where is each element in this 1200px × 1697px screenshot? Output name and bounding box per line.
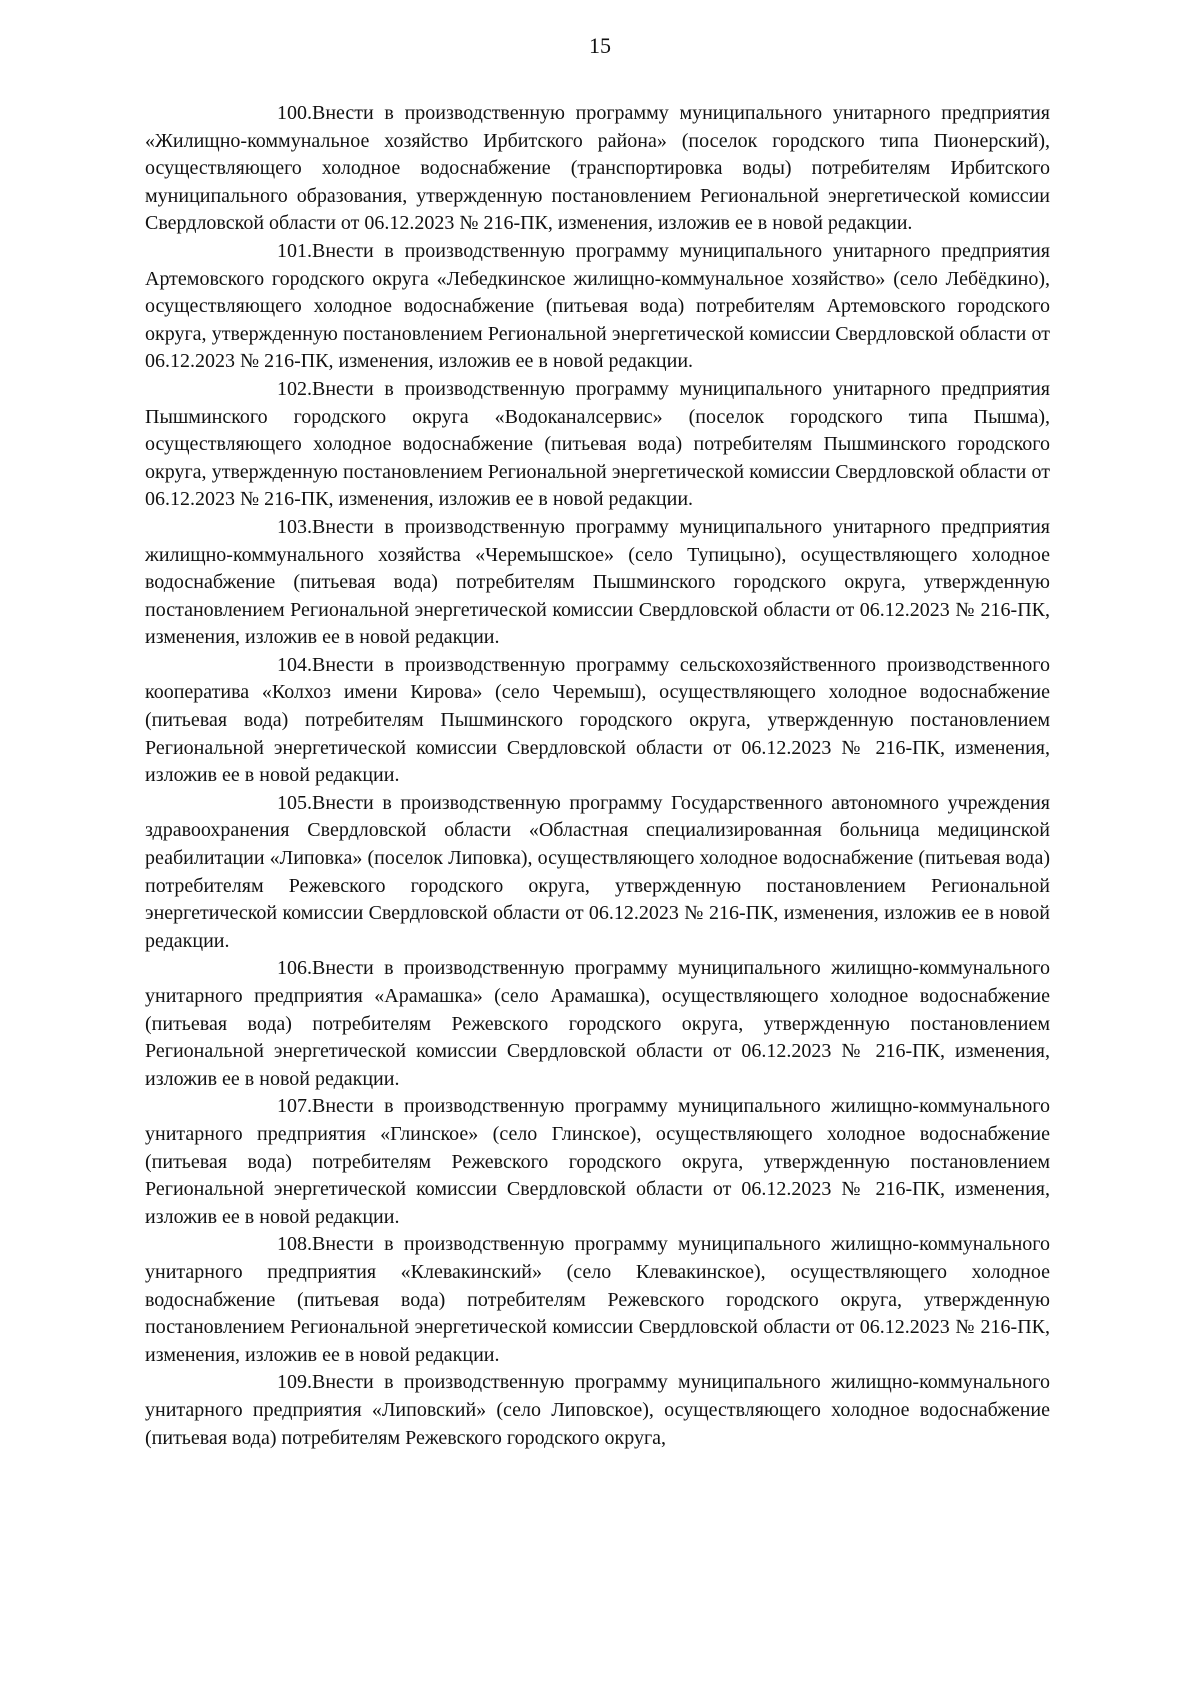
paragraph-text: Внести в производственную программу сельскохозяйственного производственного кооператива «Колхоз имени Кирова» (село Черемыш), осуществляющего холодное водоснабжение (питьевая вода) потребителям Пышминского городского округа, утвержденную постановлением Региональной энергетической комиссии Свердловской области от 06.12.2023 № 216-ПК, изменения, изложив ее в новой редакции. [145, 653, 1050, 787]
paragraph-text: Внести в производственную программу муниципального жилищно-коммунального унитарного предприятия «Арамашка» (село Арамашка), осуществляющего холодное водоснабжение (питьевая вода) потребителям Режевского городского округа, утвержденную постановлением Региональной энергетической комиссии Свердловской области от 06.12.2023 № 216-ПК, изменения, изложив ее в новой редакции. [145, 957, 1050, 1090]
paragraph-text: Внести в производственную программу муниципального жилищно-коммунального унитарного предприятия «Клевакинский» (село Клевакинское), осуществляющего холодное водоснабжение (питьевая вода) потребителям Режевского городского округа, утвержденную постановлением Региональной энергетической комиссии Свердловской области от 06.12.2023 № 216-ПК, изменения, изложив ее в новой редакции. [145, 1233, 1050, 1366]
paragraph-text: Внести в производственную программу Государственного автономного учреждения здравоохранения Свердловской области «Областная специализированная больница медицинской реабилитации «Липовка» (поселок Липовка), осуществляющего холодное водоснабжение (питьевая вода) потребителям Режевского городского округа, утвержденную постановлением Региональной энергетической комиссии Свердловской области от 06.12.2023 № 216-ПК, изменения, изложив ее в новой редакции. [145, 791, 1050, 952]
paragraph-number: 100. [277, 102, 312, 124]
paragraph-109 [145, 1369, 1050, 1452]
document-body [145, 100, 1050, 1452]
paragraph-number: 103. [277, 515, 312, 538]
paragraph-text: Внести в производственную программу муниципального унитарного предприятия жилищно-коммунального хозяйства «Черемышское» (село Тупицыно), осуществляющего холодное водоснабжение (питьевая вода) потребителям Пышминского городского округа, утвержденную постановлением Региональной энергетической комиссии Свердловской области от 06.12.2023 № 216-ПК, изменения, изложив ее в новой редакции. [145, 515, 1050, 649]
paragraph-100 [145, 100, 1050, 238]
paragraph-text: Внести в производственную программу муниципального унитарного предприятия Пышминского городского округа «Водоканалсервис» (поселок городского типа Пышма), осуществляющего холодное водоснабжение (питьевая вода) потребителям Пышминского городского округа, утвержденную постановлением Региональной энергетической комиссии Свердловской области от 06.12.2023 № 216-ПК, изменения, изложив ее в новой редакции. [145, 377, 1050, 511]
paragraph-text: Внести в производственную программу муниципального жилищно-коммунального унитарного предприятия «Липовский» (село Липовское), осуществляющего холодное водоснабжение (питьевая вода) потребителям Режевского городского округа, [145, 1371, 1050, 1449]
paragraph-number: 104. [277, 653, 312, 676]
paragraph-number: 108. [277, 1233, 312, 1256]
paragraph-text: Внести в производственную программу муниципального жилищно-коммунального унитарного предприятия «Глинское» (село Глинское), осуществляющего холодное водоснабжение (питьевая вода) потребителям Режевского городского округа, утвержденную постановлением Региональной энергетической комиссии Свердловской области от 06.12.2023 № 216-ПК, изменения, изложив ее в новой редакции. [145, 1095, 1050, 1228]
paragraph-number: 109. [277, 1371, 312, 1394]
paragraph-number: 101. [277, 239, 312, 262]
paragraph-103 [145, 514, 1050, 652]
paragraph-104 [145, 652, 1050, 790]
page-number: 15 [589, 33, 611, 58]
paragraph-108 [145, 1231, 1050, 1369]
paragraph-number: 102. [277, 377, 312, 400]
paragraph-106 [145, 955, 1050, 1093]
paragraph-number: 105. [277, 791, 312, 814]
paragraph-105 [145, 790, 1050, 956]
paragraph-102 [145, 376, 1050, 514]
paragraph-number: 106. [277, 957, 312, 980]
paragraph-text: Внести в производственную программу муниципального унитарного предприятия Артемовского городского округа «Лебедкинское жилищно-коммунальное хозяйство» (село Лебёдкино), осуществляющего холодное водоснабжение (питьевая вода) потребителям Артемовского городского округа, утвержденную постановлением Региональной энергетической комиссии Свердловской области от 06.12.2023 № 216-ПК, изменения, изложив ее в новой редакции. [145, 239, 1050, 373]
paragraph-101 [145, 238, 1050, 376]
paragraph-number: 107. [277, 1095, 312, 1118]
paragraph-107 [145, 1093, 1050, 1231]
paragraph-text: Внести в производственную программу муниципального унитарного предприятия «Жилищно-коммунальное хозяйство Ирбитского района» (поселок городского типа Пионерский), осуществляющего холодное водоснабжение (транспортировка воды) потребителям Ирбитского муниципального образования, утвержденную постановлением Региональной энергетической комиссии Свердловской области от 06.12.2023 № 216-ПК, изменения, изложив ее в новой редакции. [145, 102, 1050, 235]
